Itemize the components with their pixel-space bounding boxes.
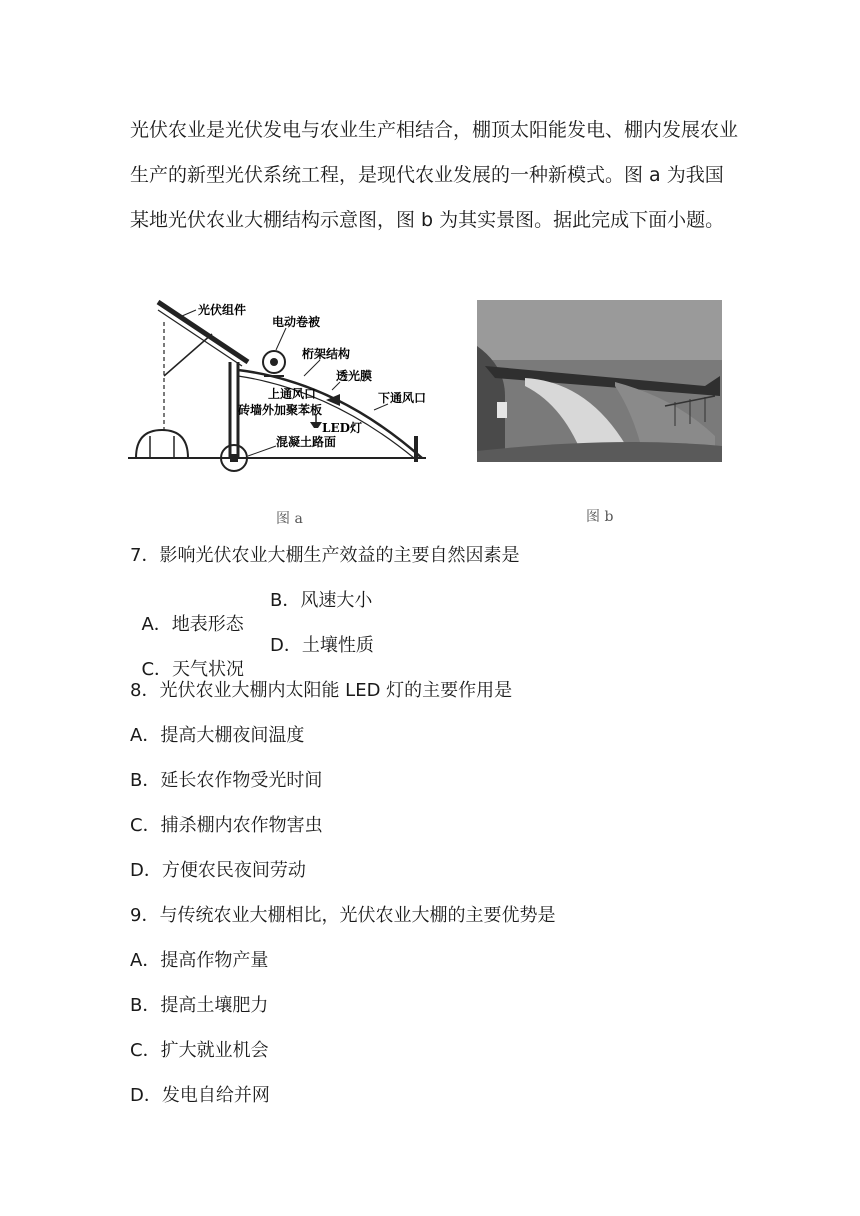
question-7-option-c[interactable]: C．天气状况 — [141, 659, 245, 680]
figure-a-caption: 图 a — [276, 511, 303, 527]
figure-a-diagram — [126, 286, 426, 526]
question-9-option-b[interactable]: B．提高土壤肥力 — [130, 995, 269, 1016]
question-8-stem: 8．光伏农业大棚内太阳能 LED 灯的主要作用是 — [130, 680, 513, 701]
label-upper-vent: 上通风口 — [268, 387, 317, 401]
question-7-stem: 7．影响光伏农业大棚生产效益的主要自然因素是 — [130, 545, 520, 566]
label-brick-wall: 砖墙外加聚苯板 — [238, 403, 323, 417]
question-9-stem: 9．与传统农业大棚相比，光伏农业大棚的主要优势是 — [130, 905, 556, 926]
question-7-option-a[interactable]: A．地表形态 — [141, 614, 244, 635]
question-8-option-d[interactable]: D．方便农民夜间劳动 — [130, 860, 306, 881]
question-9-option-c[interactable]: C．扩大就业机会 — [130, 1040, 269, 1061]
question-8-option-a[interactable]: A．提高大棚夜间温度 — [130, 725, 305, 746]
question-8-option-c[interactable]: C．捕杀棚内农作物害虫 — [130, 815, 323, 836]
figure-block — [120, 286, 740, 534]
label-concrete-road: 混凝土路面 — [276, 435, 337, 449]
label-led: LED灯 — [322, 421, 362, 435]
question-8-option-b[interactable]: B．延长农作物受光时间 — [130, 770, 323, 791]
figure-b-photo — [465, 286, 740, 526]
label-motor-roller: 电动卷被 — [272, 315, 321, 329]
label-truss: 桁架结构 — [302, 347, 351, 361]
label-film: 透光膜 — [336, 369, 373, 383]
question-9-option-a[interactable]: A．提高作物产量 — [130, 950, 269, 971]
figure-b-caption: 图 b — [586, 509, 614, 525]
question-7-option-d[interactable]: D．土壤性质 — [270, 635, 374, 656]
question-7-option-b[interactable]: B．风速大小 — [270, 590, 373, 611]
question-9-option-d[interactable]: D．发电自给并网 — [130, 1085, 270, 1106]
label-lower-vent: 下通风口 — [378, 391, 426, 405]
intro-paragraph: 光伏农业是光伏发电与农业生产相结合，棚顶太阳能发电、棚内发展农业生产的新型光伏系统工程，是现代农业发展的一种新模式。图 a 为我国某地光伏农业大棚结构示意图，图 b 为其实景图。据此完成下面小题。 — [130, 119, 739, 231]
label-pv-module: 光伏组件 — [198, 303, 247, 317]
